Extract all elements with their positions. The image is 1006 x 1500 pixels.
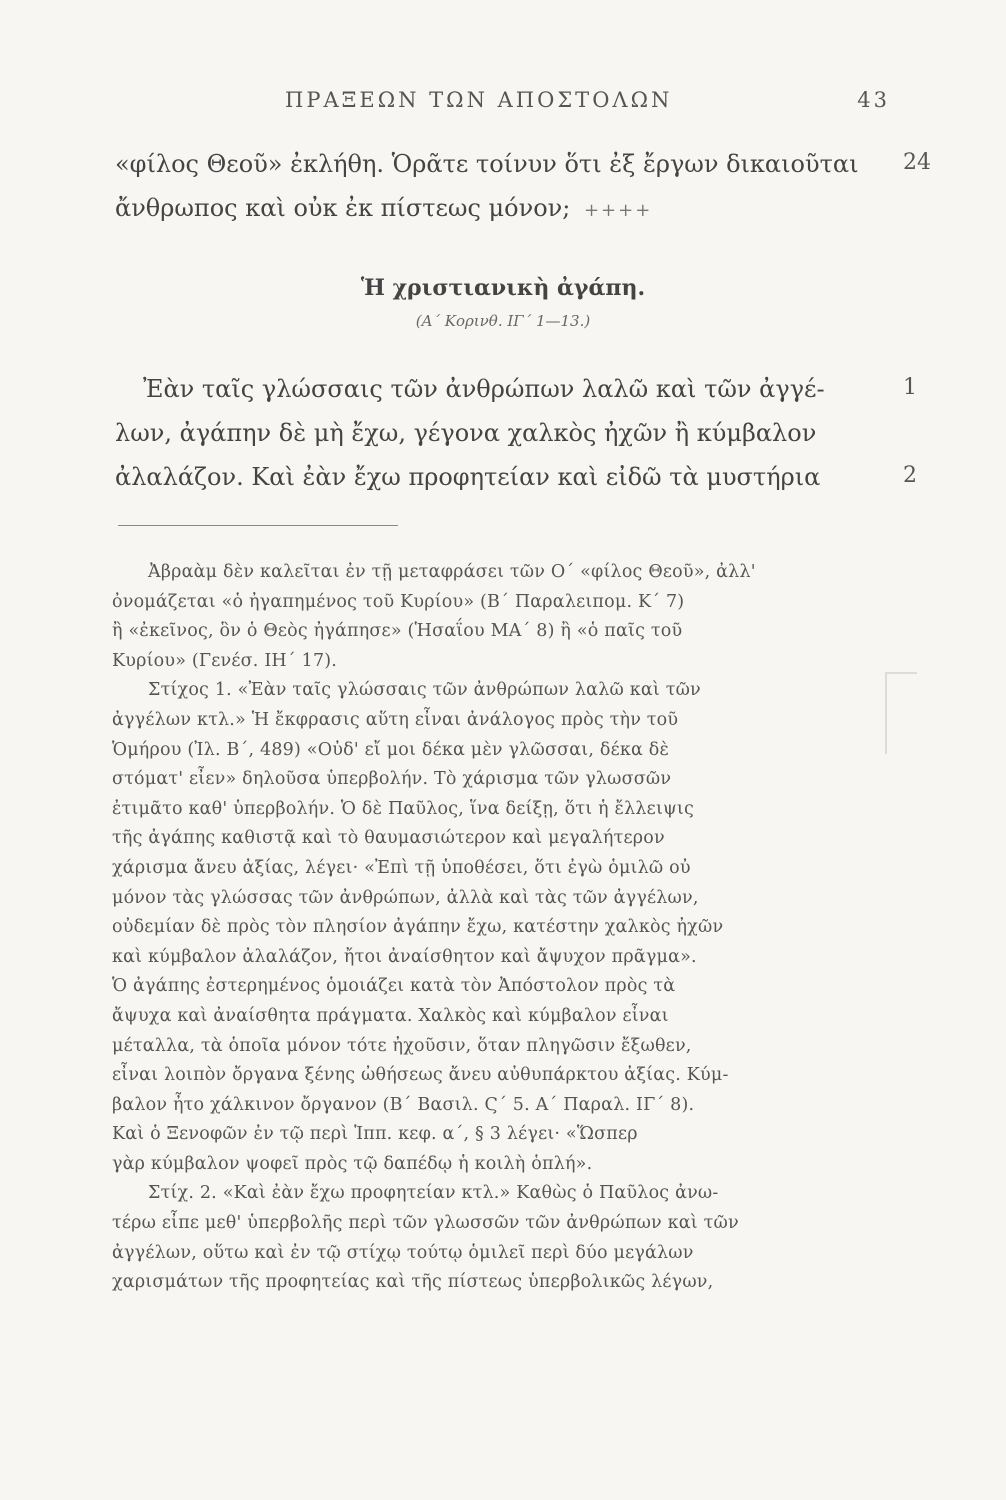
note-line: βαλον ἦτο χάλκινον ὄργανον (Β΄ Βασιλ. Ϛ΄ 5. Α΄ Παραλ. ΙΓ΄ 8). — [112, 1094, 695, 1115]
note-line: ὀνομάζεται «ὁ ἠγαπημένος τοῦ Κυρίου» (Β΄ Παραλειπομ. Κ΄ 7) — [112, 591, 685, 612]
footnote-divider — [118, 525, 398, 526]
handwritten-annotation: ++++ — [583, 200, 653, 221]
line-text: Ἐὰν ταῖς γλώσσαις τῶν ἀνθρώπων λαλῶ καὶ τῶν ἀγγέ- — [143, 375, 825, 403]
line-text: ἄνθρωπος καὶ οὐκ ἐκ πίστεως μόνον; — [115, 194, 571, 222]
note-line: τέρω εἶπε μεθ' ὑπερβολῆς περὶ τῶν γλωσσῶν τῶν ἀνθρώπων καὶ τῶν — [112, 1213, 739, 1234]
margin-pencil-mark — [885, 672, 917, 754]
note-line: οὐδεμίαν δὲ πρὸς τὸν πλησίον ἀγάπην ἔχω, κατέστην χαλκὸς ἠχῶν — [112, 917, 724, 938]
text-line — [115, 375, 917, 419]
note-line: μόνον τὰς γλώσσας τῶν ἀνθρώπων, ἀλλὰ καὶ τὰς τῶν ἀγγέλων, — [112, 887, 699, 908]
note-line: ἀγγέλων κτλ.» Ἡ ἔκφρασις αὕτη εἶναι ἀνάλογος πρὸς τὴν τοῦ — [112, 709, 679, 730]
section-heading: Ἡ χριστιανικὴ ἀγάπη. — [360, 275, 646, 301]
note-line: Ἀβραὰμ δὲν καλεῖται ἐν τῇ μεταφράσει τῶν Ο΄ «φίλος Θεοῦ», ἀλλ' — [148, 562, 756, 582]
note-line: χάρισμα ἄνευ ἀξίας, λέγει· «Ἐπὶ τῇ ὑποθέσει, ὅτι ἐγὼ ὁμιλῶ οὐ — [112, 857, 691, 878]
note-line: Ὁ ἀγάπης ἐστερημένος ὁμοιάζει κατὰ τὸν Ἀπόστολον πρὸς τὰ — [112, 976, 676, 997]
note-line: χαρισμάτων τῆς προφητείας καὶ τῆς πίστεως ὑπερβολικῶς λέγων, — [112, 1272, 714, 1293]
note-line: Στίχ. 2. «Καὶ ἐὰν ἔχω προφητείαν κτλ.» Καθὼς ὁ Παῦλος ἀνω- — [148, 1183, 719, 1204]
text-line — [115, 419, 885, 463]
note-line: εἶναι λοιπὸν ὄργανα ξένης ὠθήσεως ἄνευ αὐθυπάρκτου ἀξίας. Κύμ- — [112, 1065, 729, 1086]
note-line: Κυρίου» (Γενέσ. ΙΗ΄ 17). — [112, 650, 338, 671]
note-line: ἀγγέλων, οὕτω καὶ ἐν τῷ στίχῳ τούτῳ ὁμιλεῖ περὶ δύο μεγάλων — [112, 1242, 694, 1263]
note-line: ἐτιμᾶτο καθ' ὑπερβολήν. Ὁ δὲ Παῦλος, ἵνα δείξῃ, ὅτι ἡ ἔλλειψις — [112, 798, 694, 819]
text-line — [115, 194, 885, 238]
text-line — [115, 463, 917, 507]
note-line: ἄψυχα καὶ ἀναίσθητα πράγματα. Χαλκὸς καὶ κύμβαλον εἶναι — [112, 1005, 669, 1026]
verse-number: 24 — [903, 150, 931, 175]
verse-number: 2 — [903, 463, 917, 488]
note-line: ἢ «ἐκεῖνος, ὃν ὁ Θεὸς ἠγάπησε» (Ἡσαΐου ΜΑ΄ 8) ἢ «ὁ παῖς τοῦ — [112, 621, 683, 642]
note-line: Καὶ ὁ Ξενοφῶν ἐν τῷ περὶ Ἱππ. κεφ. α΄, § 3 λέγει· «Ὥσπερ — [112, 1124, 638, 1145]
intro-text — [115, 150, 931, 238]
note-line: Στίχος 1. «Ἐὰν ταῖς γλώσσαις τῶν ἀνθρώπων λαλῶ καὶ τῶν — [148, 680, 701, 701]
note-line: Ὁμήρου (Ἰλ. Β΄, 489) «Οὐδ' εἴ μοι δέκα μὲν γλῶσσαι, δέκα δὲ — [112, 739, 670, 760]
body-text — [115, 375, 917, 507]
note-line: στόματ' εἶεν» δηλοῦσα ὑπερβολήν. Τὸ χάρισμα τῶν γλωσσῶν — [112, 769, 672, 790]
note-line: γὰρ κύμβαλον ψοφεῖ πρὸς τῷ δαπέδῳ ἡ κοιλὴ ὁπλή». — [112, 1153, 593, 1174]
line-text: ἀλαλάζον. Καὶ ἐὰν ἔχω προφητείαν καὶ εἰδῶ τὰ μυστήρια — [115, 463, 821, 491]
text-line — [115, 150, 931, 194]
note-line: τῆς ἀγάπης καθιστᾷ καὶ τὸ θαυμασιώτερον καὶ μεγαλήτερον — [112, 828, 665, 849]
note-line: καὶ κύμβαλον ἀλαλάζον, ἤτοι ἀναίσθητον καὶ ἄψυχον πρᾶγμα». — [112, 946, 697, 967]
section-reference: (Α΄ Κορινθ. ΙΓ΄ 1—13.) — [415, 312, 591, 330]
note-line: μέταλλα, τὰ ὁποῖα μόνον τότε ἠχοῦσιν, ὅταν πληγῶσιν ἔξωθεν, — [112, 1035, 692, 1056]
running-head-title: ΠΡΑΞΕΩΝ ΤΩΝ ΑΠΟΣΤΟΛΩΝ — [285, 88, 673, 112]
page-number: 43 — [857, 88, 890, 112]
line-text: «φίλος Θεοῦ» ἐκλήθη. Ὁρᾶτε τοίνυν ὅτι ἐξ ἔργων δικαιοῦται — [115, 150, 859, 178]
line-text: λων, ἀγάπην δὲ μὴ ἔχω, γέγονα χαλκὸς ἠχῶν ἢ κύμβαλον — [115, 419, 817, 447]
verse-number: 1 — [903, 375, 917, 400]
commentary-notes — [112, 558, 874, 1298]
